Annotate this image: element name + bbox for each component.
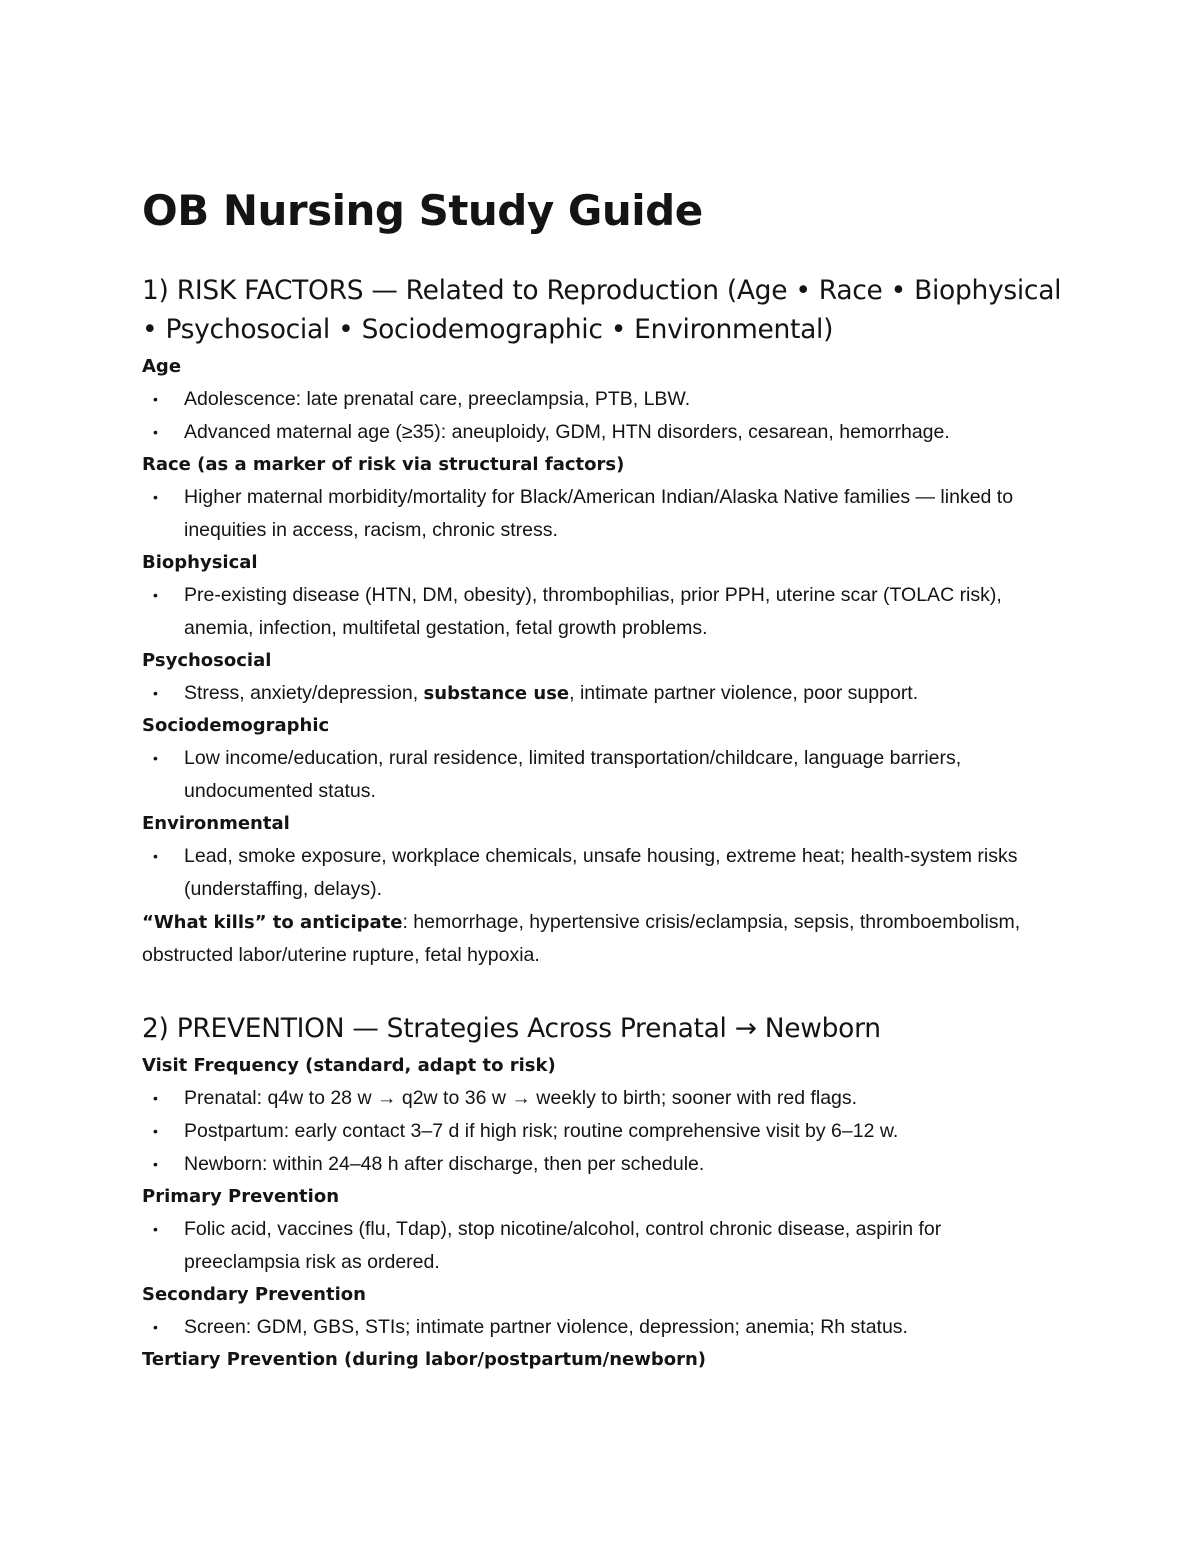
list-biophysical: [142, 579, 1062, 645]
section-risk-factors: [142, 271, 1062, 972]
list-environmental: [142, 840, 1062, 906]
subhead-environmental: Environmental: [142, 813, 290, 834]
subhead-sociodemographic: Sociodemographic: [142, 715, 330, 736]
bullet-icon: •: [153, 1090, 158, 1106]
section-heading-risk-factors: 1) RISK FACTORS — Related to Reproduction (Age • Race • Biophysical • Psychosocial • Sociodemographic • Environmental): [142, 275, 1062, 345]
list-item: [142, 1311, 1062, 1344]
list-item: [142, 1213, 1062, 1279]
bullet-icon: •: [153, 1221, 158, 1237]
bullet-icon: •: [153, 391, 158, 407]
list-visit-frequency: [142, 1082, 1062, 1181]
list-primary-prevention: [142, 1213, 1062, 1279]
list-item-text: Postpartum: early contact 3–7 d if high risk; routine comprehensive visit by 6–12 w.: [184, 1120, 899, 1142]
list-item: [142, 416, 1062, 449]
list-item: [142, 1148, 1062, 1181]
subhead-primary-prevention: Primary Prevention: [142, 1186, 340, 1207]
list-item-text: Pre-existing disease (HTN, DM, obesity), thrombophilias, prior PPH, uterine scar (TOLAC risk), anemia, infection, multifetal gestation, fetal growth problems.: [184, 584, 1002, 639]
bullet-icon: •: [153, 848, 158, 864]
list-item-text: Lead, smoke exposure, workplace chemicals, unsafe housing, extreme heat; health-system risks (understaffing, delays).: [184, 845, 1018, 900]
list-secondary-prevention: [142, 1311, 1062, 1344]
list-item: [142, 742, 1062, 808]
list-item-emphasis: substance use: [423, 683, 570, 704]
list-age: [142, 383, 1062, 449]
list-item: [142, 1115, 1062, 1148]
bullet-icon: •: [153, 1123, 158, 1139]
list-item: [142, 383, 1062, 416]
list-item-text: Adolescence: late prenatal care, preeclampsia, PTB, LBW.: [184, 388, 691, 410]
subhead-biophysical: Biophysical: [142, 552, 258, 573]
what-kills-label: “What kills” to anticipate: [142, 912, 403, 933]
subhead-age: Age: [142, 356, 182, 377]
list-item-text-start: Stress, anxiety/depression,: [184, 682, 424, 704]
subhead-race: Race (as a marker of risk via structural factors): [142, 454, 625, 475]
bullet-icon: •: [153, 1156, 158, 1172]
bullet-icon: •: [153, 1319, 158, 1335]
document-page: [142, 185, 1062, 1413]
list-item-text: Newborn: within 24–48 h after discharge, then per schedule.: [184, 1153, 705, 1175]
bullet-icon: •: [153, 587, 158, 603]
section-prevention: [142, 1009, 1062, 1376]
list-psychosocial: [142, 677, 1062, 710]
list-item: [142, 1082, 1062, 1115]
list-item: [142, 840, 1062, 906]
list-race: [142, 481, 1062, 547]
list-item-text: Advanced maternal age (≥35): aneuploidy, GDM, HTN disorders, cesarean, hemorrhage.: [184, 421, 950, 443]
subhead-secondary-prevention: Secondary Prevention: [142, 1284, 366, 1305]
bullet-icon: •: [153, 685, 158, 701]
list-item-text-end: , intimate partner violence, poor support.: [569, 682, 919, 704]
list-item-text: Higher maternal morbidity/mortality for Black/American Indian/Alaska Native families — linked to inequities in access, racism, chronic stress.: [184, 486, 1014, 541]
list-item-text: Low income/education, rural residence, limited transportation/childcare, language barriers, undocumented status.: [184, 747, 962, 802]
bullet-icon: •: [153, 424, 158, 440]
subhead-psychosocial: Psychosocial: [142, 650, 272, 671]
list-item: [142, 677, 1062, 710]
list-item-text: Screen: GDM, GBS, STIs; intimate partner violence, depression; anemia; Rh status.: [184, 1316, 908, 1338]
list-sociodemographic: [142, 742, 1062, 808]
list-item-text: Prenatal: q4w to 28 w → q2w to 36 w → weekly to birth; sooner with red flags.: [184, 1087, 858, 1109]
subhead-tertiary-prevention: Tertiary Prevention (during labor/postpartum/newborn): [142, 1349, 707, 1370]
what-kills-paragraph: [142, 906, 1062, 972]
list-item: [142, 481, 1062, 547]
bullet-icon: •: [153, 489, 158, 505]
list-item: [142, 579, 1062, 645]
section-heading-prevention: 2) PREVENTION — Strategies Across Prenatal → Newborn: [142, 1013, 881, 1044]
page-title: OB Nursing Study Guide: [142, 186, 703, 235]
list-item-text: Folic acid, vaccines (flu, Tdap), stop nicotine/alcohol, control chronic disease, aspirin for preeclampsia risk as ordered.: [184, 1218, 942, 1273]
subhead-visit-frequency: Visit Frequency (standard, adapt to risk): [142, 1055, 556, 1076]
what-kills-text: : hemorrhage, hypertensive crisis/eclampsia, sepsis, thromboembolism, obstructed labor/uterine rupture, fetal hypoxia.: [142, 911, 1021, 966]
bullet-icon: •: [153, 750, 158, 766]
